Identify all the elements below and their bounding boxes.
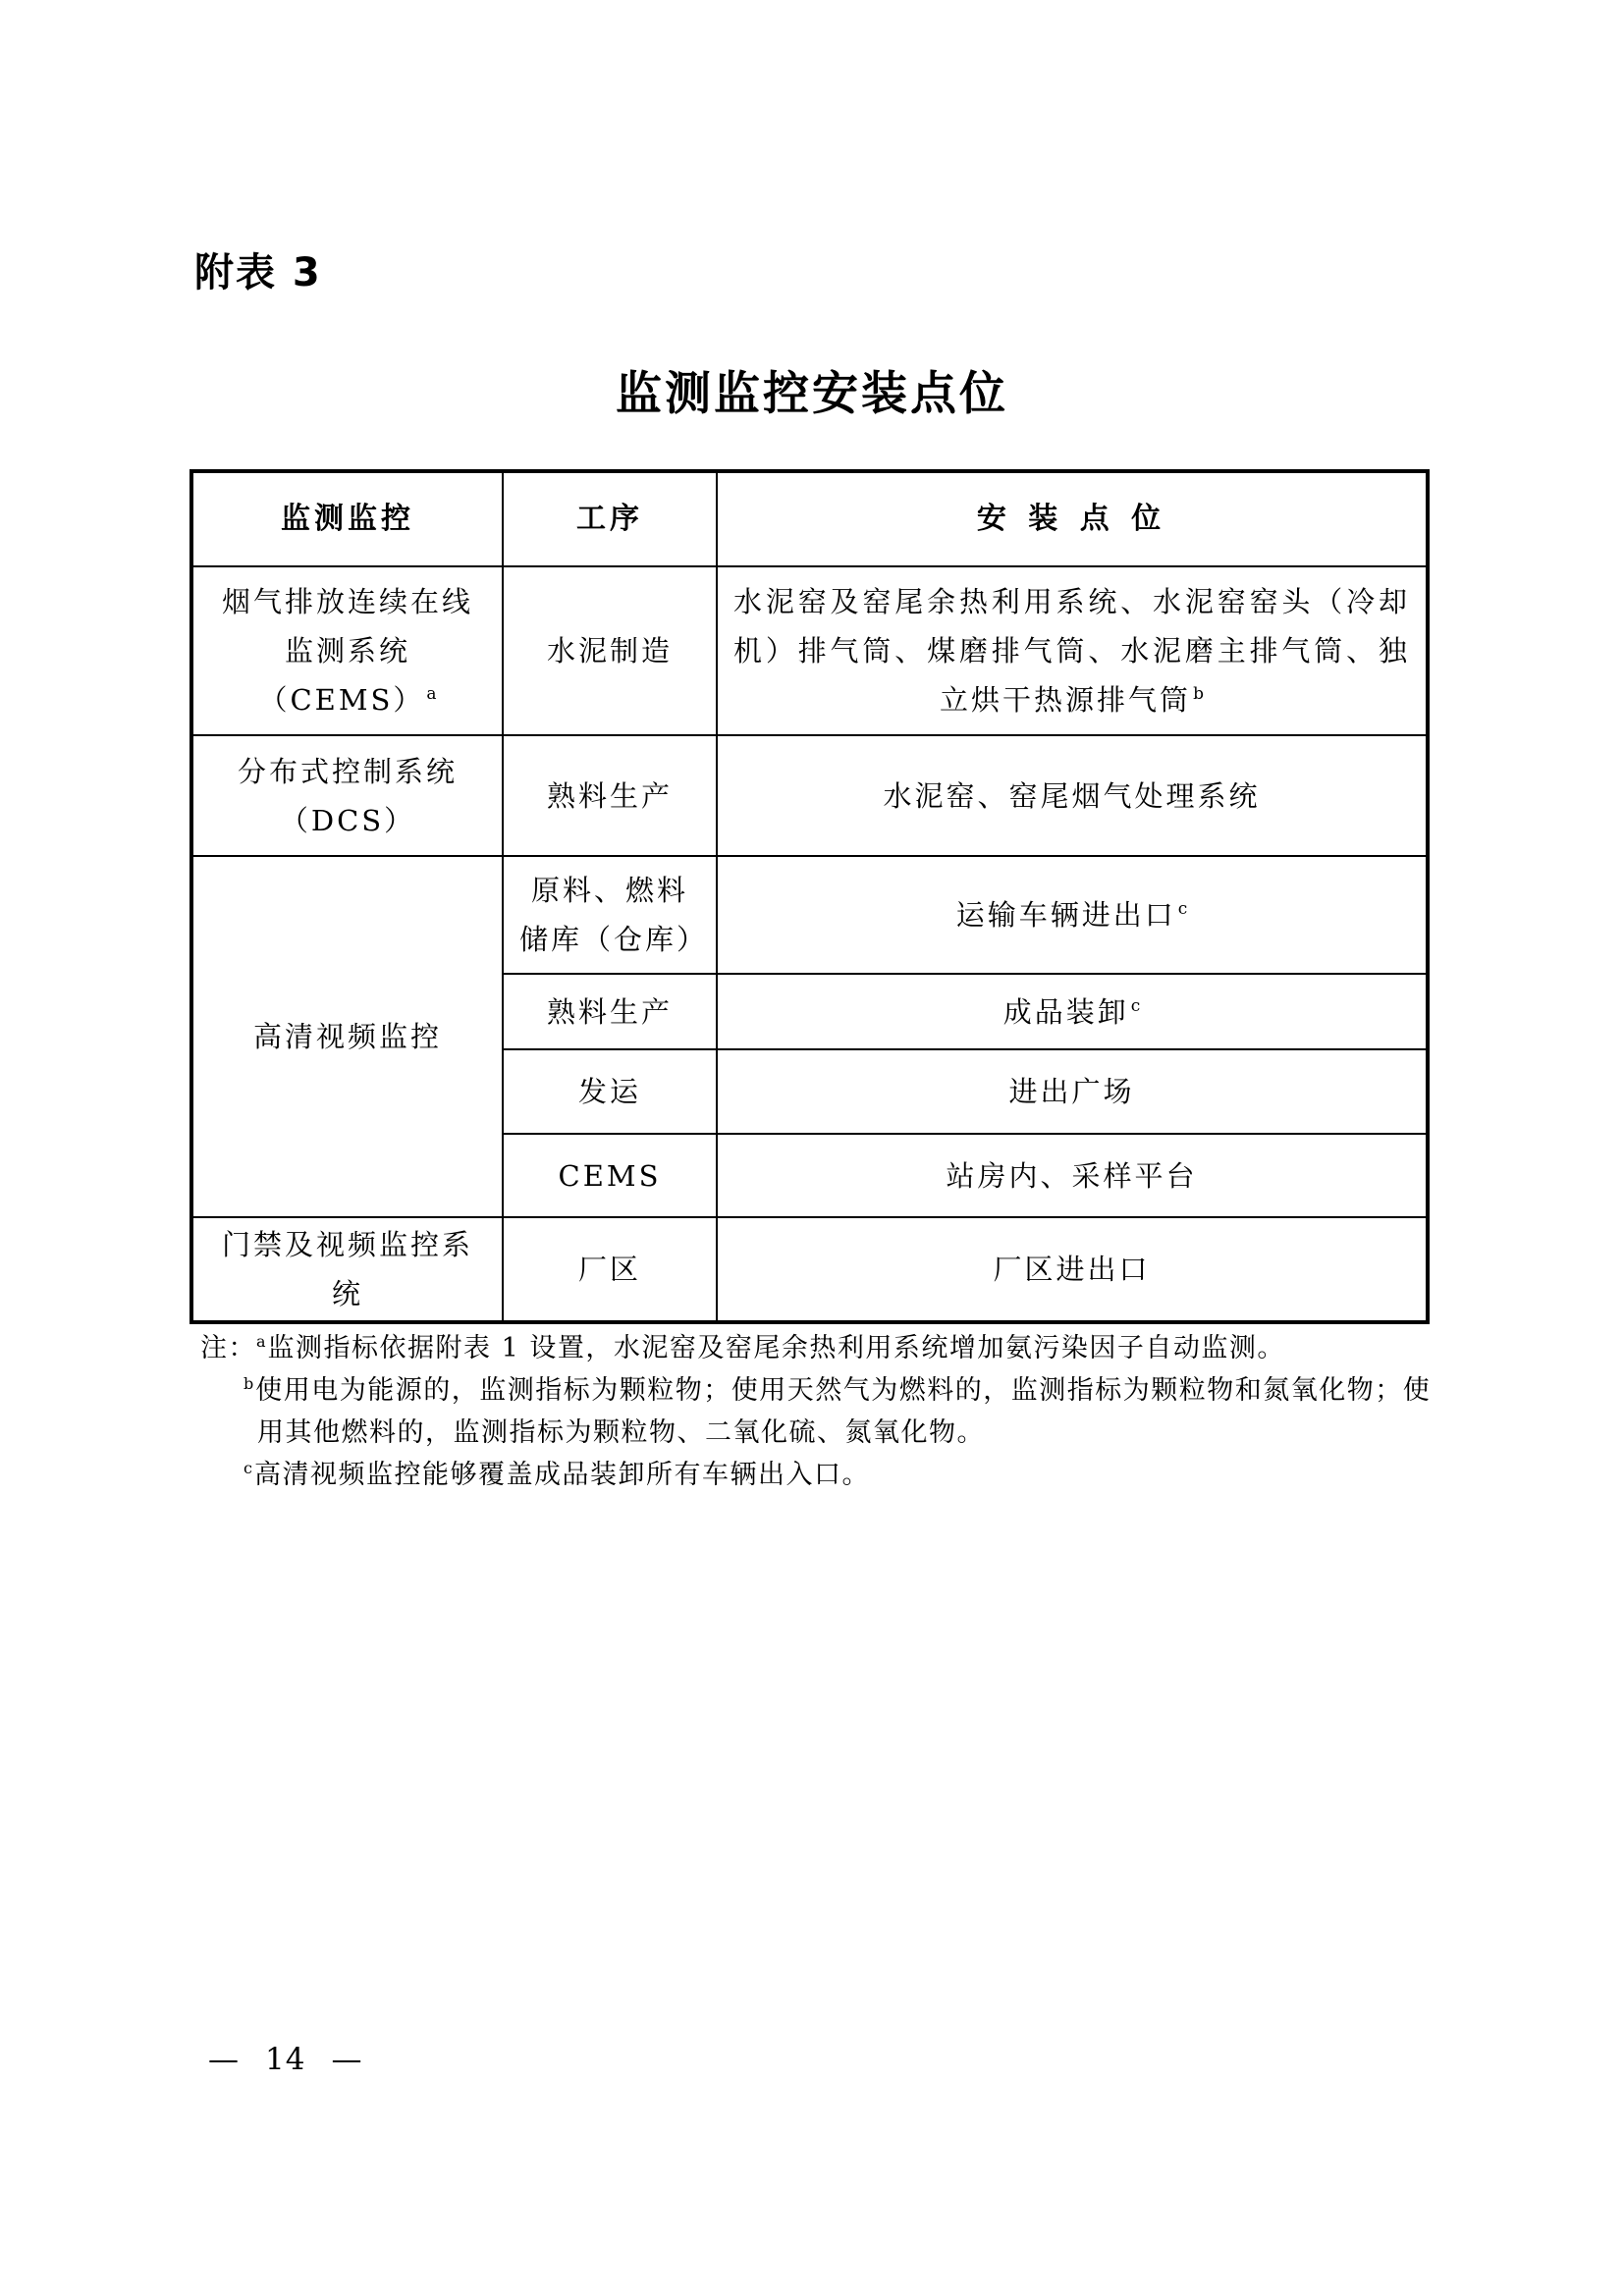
footnote-marker-c: c: [1130, 995, 1141, 1016]
cell-text: 水泥窑及窑尾余热利用系统、水泥窑窑头（冷却机）排气筒、煤磨排气筒、水泥磨主排气筒、独立烘干热源排气筒: [733, 585, 1410, 717]
table-header-row: [191, 471, 1428, 566]
page-number: [208, 2042, 362, 2077]
cell-gate-process: 厂区: [503, 1217, 717, 1322]
page-number-value: 14: [265, 2042, 306, 2077]
footnote-marker-a: a: [426, 684, 437, 705]
header-process: 工序: [503, 471, 717, 566]
cell-video-3-location: 进出广场: [717, 1049, 1428, 1134]
cell-dcs-monitor: 分布式控制系统（DCS）: [191, 735, 503, 856]
footnote-line-b1: [200, 1369, 1447, 1412]
footnote-marker-c: c: [1177, 899, 1188, 920]
cell-video-3-process: 发运: [503, 1049, 717, 1134]
page-number-dash-left: —: [208, 2042, 240, 2077]
table-row-dcs: [191, 735, 1428, 856]
footnote-c-text: 高清视频监控能够覆盖成品装卸所有车辆出入口。: [253, 1460, 870, 1490]
cell-cems-monitor: [191, 566, 503, 735]
footnote-line-b2: [200, 1412, 1447, 1454]
table-row-cems: [191, 566, 1428, 735]
cell-text: 烟气排放连续在线监测系统（CEMS）: [221, 585, 473, 717]
cell-video-monitor: 高清视频监控: [191, 856, 503, 1217]
footnote-marker-c: c: [244, 1459, 252, 1477]
cell-video-2-location: [717, 974, 1428, 1049]
page-number-dash-right: —: [331, 2042, 363, 2077]
cell-video-1-process: 原料、燃料储库（仓库）: [503, 856, 717, 974]
footnotes: [200, 1327, 1447, 1496]
footnote-marker-a: a: [256, 1332, 266, 1351]
footnote-marker-b: b: [244, 1374, 254, 1393]
table-row-video-1: [191, 856, 1428, 974]
footnote-line-c: [200, 1454, 1447, 1496]
cell-text: 成品装卸: [1002, 994, 1129, 1029]
monitoring-points-table: [189, 469, 1430, 1324]
footnote-b-text-2: 用其他燃料的，监测指标为颗粒物、二氧化硫、氮氧化物。: [257, 1417, 985, 1448]
cell-dcs-process: 熟料生产: [503, 735, 717, 856]
cell-video-2-process: 熟料生产: [503, 974, 717, 1049]
footnote-line-a: [200, 1327, 1447, 1369]
cell-gate-location: 厂区进出口: [717, 1217, 1428, 1322]
header-monitor: 监测监控: [191, 471, 503, 566]
header-location: 安 装 点 位: [717, 471, 1428, 566]
footnote-b-text-1: 使用电为能源的，监测指标为颗粒物；使用天然气为燃料的，监测指标为颗粒物和氮氧化物；使: [255, 1375, 1432, 1406]
table-row-gate: [191, 1217, 1428, 1322]
appendix-label: 附表 3: [194, 250, 322, 295]
cell-video-4-process: CEMS: [503, 1134, 717, 1217]
cell-text: 运输车辆进出口: [955, 898, 1176, 932]
page-title: 监测监控安装点位: [616, 367, 1008, 421]
cell-gate-monitor: 门禁及视频监控系统: [191, 1217, 503, 1322]
footnote-marker-b: b: [1193, 684, 1204, 705]
cell-cems-process: 水泥制造: [503, 566, 717, 735]
cell-video-1-location: [717, 856, 1428, 974]
cell-video-4-location: 站房内、采样平台: [717, 1134, 1428, 1217]
notes-prefix: 注：: [200, 1333, 256, 1363]
cell-cems-location: [717, 566, 1428, 735]
footnote-a-text: 监测指标依据附表 1 设置，水泥窑及窑尾余热利用系统增加氨污染因子自动监测。: [267, 1333, 1285, 1363]
cell-dcs-location: 水泥窑、窑尾烟气处理系统: [717, 735, 1428, 856]
